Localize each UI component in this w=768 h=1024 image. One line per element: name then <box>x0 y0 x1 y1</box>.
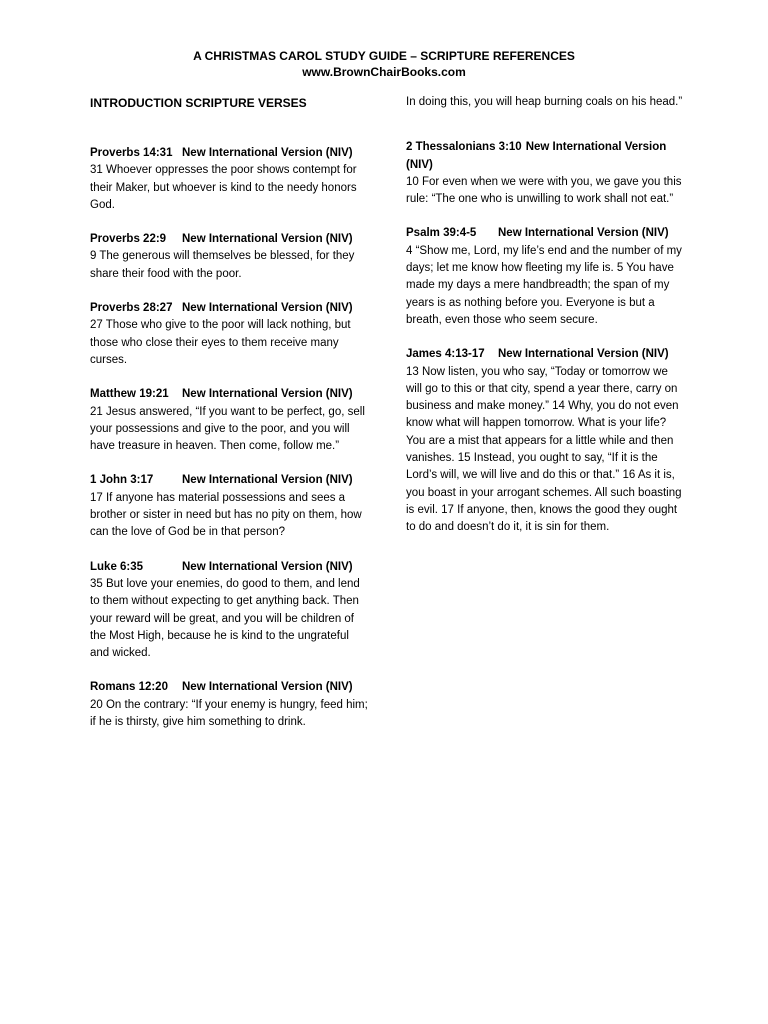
scripture-version: New International Version (NIV) <box>182 147 353 159</box>
scripture-reference <box>90 300 368 317</box>
scripture-version: New International Version (NIV) <box>498 348 669 361</box>
scripture-ref: Matthew 19:21 <box>90 388 169 401</box>
scripture-version: New International Version (NIV) <box>182 560 353 573</box>
scripture-entry <box>90 386 368 455</box>
scripture-ref: James 4:13-17 <box>406 348 485 361</box>
scripture-entry <box>90 145 368 214</box>
scripture-ref: Proverbs 28:27 <box>90 302 173 315</box>
scripture-version: New International Version (NIV) <box>406 141 667 171</box>
scripture-reference <box>406 225 684 242</box>
scripture-ref: Proverbs 22:9 <box>90 233 167 246</box>
scripture-reference <box>406 139 684 174</box>
scripture-reference <box>90 145 368 162</box>
scripture-text: 9 The generous will themselves be blessed, for they share their food with the poor. <box>90 250 355 280</box>
document-header <box>0 48 768 80</box>
scripture-version: New International Version (NIV) <box>182 681 353 694</box>
scripture-reference <box>90 679 368 696</box>
website-link[interactable]: www.BrownChairBooks.com <box>302 65 466 79</box>
scripture-reference <box>90 559 368 576</box>
left-column <box>90 94 368 748</box>
scripture-entry <box>90 559 368 663</box>
scripture-text: 20 On the contrary: “If your enemy is hungry, feed him; if he is thirsty, give him something to drink. <box>90 698 368 729</box>
scripture-entry <box>90 472 368 541</box>
scripture-ref: Psalm 39:4-5 <box>406 227 477 240</box>
scripture-entry <box>406 346 684 536</box>
scripture-reference <box>406 346 684 363</box>
scripture-entry <box>90 231 368 283</box>
scripture-text: 13 Now listen, you who say, “Today or tomorrow we will go to this or that city, spend a year there, carry on business and make money.” 14 Why, you do not even know what will happen tomorrow. What is your life? You are a mist that appears for a little while and then vanishes. 15 Instead, you ought to say, “If it is the Lord’s will, we will live and do this or that.” 16 As it is, you boast in your arrogant schemes. All such boasting is evil. 17 If anyone, then, knows the good they ought to do and doesn’t do it, it is sin for them. <box>406 365 682 534</box>
scripture-text: 4 “Show me, Lord, my life’s end and the number of my days; let me know how fleeting my life is. 5 You have made my days a mere handbreadth; the span of my years is as nothing before you. Everyone is but a breath, even those who seem secure. <box>406 244 682 326</box>
section-heading: INTRODUCTION SCRIPTURE VERSES <box>90 96 307 110</box>
scripture-reference <box>90 472 368 489</box>
right-column <box>406 94 684 554</box>
scripture-text: 17 If anyone has material possessions and sees a brother or sister in need but has no pity on them, how can the love of God be in that person? <box>90 491 362 539</box>
scripture-text: 35 But love your enemies, do good to them, and lend to them without expecting to get anything back. Then your reward will be great, and you will be children of the Most High, because he is kind to the ungrateful and wicked. <box>90 577 360 660</box>
scripture-ref: Proverbs 14:31 <box>90 147 173 159</box>
scripture-text: 31 Whoever oppresses the poor shows contempt for their Maker, but whoever is kind to the needy honors God. <box>90 164 357 211</box>
scripture-version: New International Version (NIV) <box>182 388 353 401</box>
scripture-version: New International Version (NIV) <box>498 227 669 240</box>
scripture-entry <box>406 139 684 208</box>
scripture-reference <box>90 231 368 248</box>
scripture-entry <box>406 225 684 329</box>
scripture-version: New International Version (NIV) <box>182 302 353 315</box>
scripture-reference <box>90 386 368 403</box>
scripture-text: 27 Those who give to the poor will lack nothing, but those who close their eyes to them receive many curses. <box>90 319 351 366</box>
document-title: A CHRISTMAS CAROL STUDY GUIDE – SCRIPTURE REFERENCES <box>193 49 575 63</box>
scripture-ref: Romans 12:20 <box>90 681 168 694</box>
scripture-entry <box>90 679 368 731</box>
continued-text: In doing this, you will heap burning coals on his head.” <box>406 96 683 108</box>
scripture-version: New International Version (NIV) <box>182 474 353 487</box>
scripture-version: New International Version (NIV) <box>182 233 353 246</box>
scripture-ref: 2 Thessalonians 3:10 <box>406 141 522 154</box>
scripture-ref: Luke 6:35 <box>90 560 144 573</box>
scripture-text: 10 For even when we were with you, we gave you this rule: “The one who is unwilling to work shall not eat.” <box>406 175 682 206</box>
scripture-ref: 1 John 3:17 <box>90 474 154 487</box>
scripture-text: 21 Jesus answered, “If you want to be perfect, go, sell your possessions and give to the poor, and you will have treasure in heaven. Then come, follow me.” <box>90 405 365 453</box>
scripture-entry <box>90 300 368 369</box>
